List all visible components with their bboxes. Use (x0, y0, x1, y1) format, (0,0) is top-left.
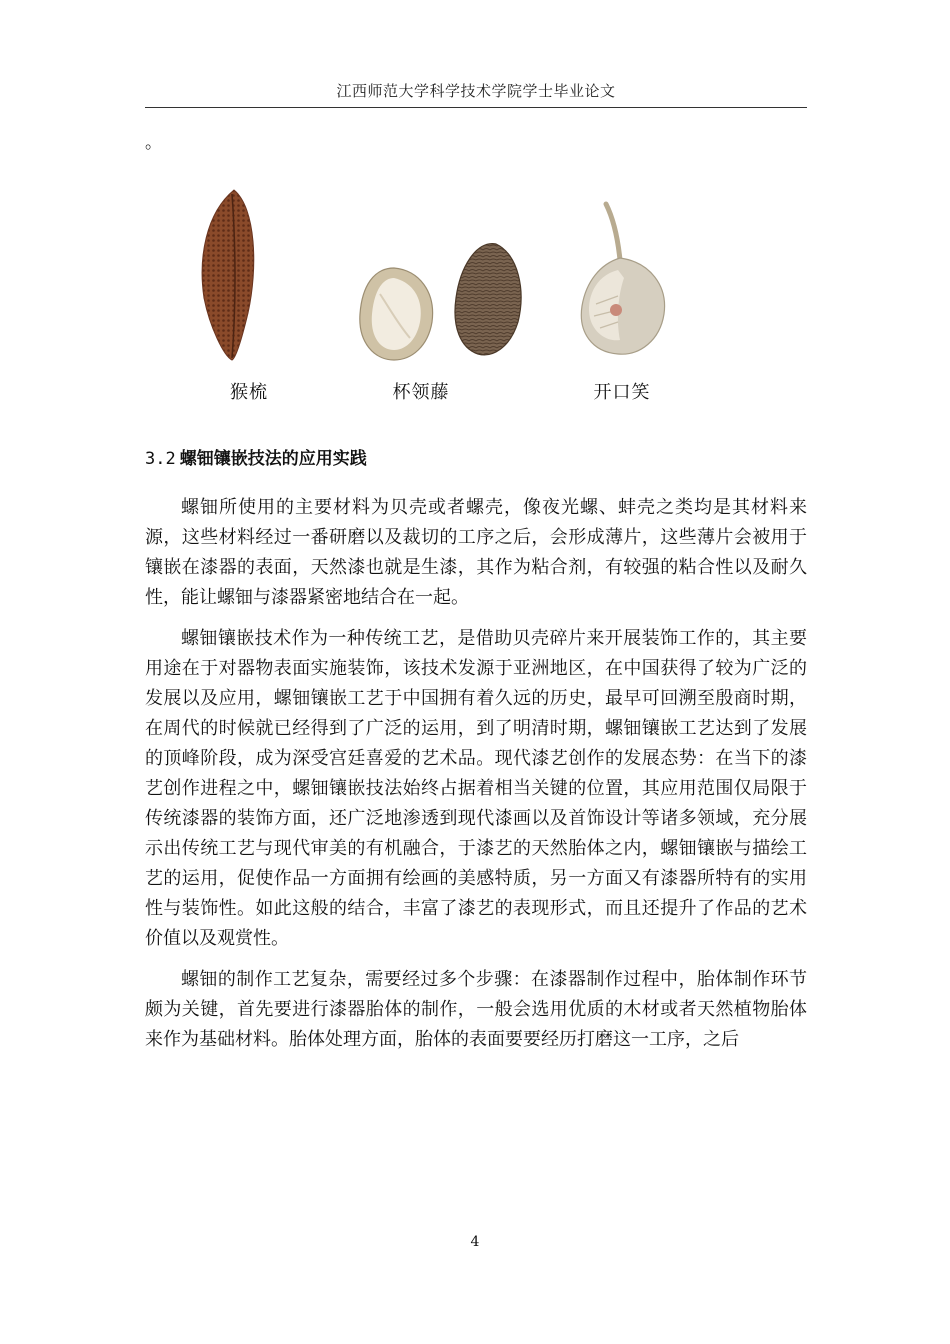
running-header: 江西师范大学科学技术学院学士毕业论文 (336, 82, 616, 100)
header-divider (145, 107, 807, 108)
section-number: 3.2 (145, 449, 176, 469)
paragraph: 螺钿所使用的主要材料为贝壳或者螺壳，像夜光螺、蚌壳之类均是其材料来源，这些材料经过一番研磨以及裁切的工序之后，会形成薄片，这些薄片会被用于镶嵌在漆器的表面，天然漆也就是生漆，其作为粘合剂，有较强的粘合性以及耐久性，能让螺钿与漆器紧密地结合在一起。 (145, 497, 807, 608)
beilingteng-shell-rough-photo (448, 240, 528, 360)
seed-figure (0, 180, 950, 420)
beilingteng-shell-open-photo (354, 264, 439, 364)
paragraph: 螺钿的制作工艺复杂，需要经过多个步骤：在漆器制作过程中，胎体制作环节颇为关键，首先要进行漆器胎体的制作，一般会选用优质的木材或者天然植物胎体来作为基础材料。胎体处理方面，胎体的表面要要经历打磨这一工序，之后 (145, 969, 807, 1050)
body-text (145, 493, 807, 1066)
kaikouxiao-seedpod-photo (574, 200, 674, 360)
paragraph: 螺钿镶嵌技术作为一种传统工艺，是借助贝壳碎片来开展装饰工作的，其主要用途在于对器物表面实施装饰，该技术发源于亚洲地区，在中国获得了较为广泛的发展以及应用，螺钿镶嵌工艺于中国拥有着久远的历史，最早可回溯至殷商时期，在周代的时候就已经得到了广泛的运用，到了明清时期，螺钿镶嵌工艺达到了发展的顶峰阶段，成为深受宫廷喜爱的艺术品。现代漆艺创作的发展态势：在当下的漆艺创作进程之中，螺钿镶嵌技法始终占据着相当关键的位置，其应用范围仅局限于传统漆器的装饰方面，还广泛地渗透到现代漆画以及首饰设计等诸多领域，充分展示出传统工艺与现代审美的有机融合，于漆艺的天然胎体之内，螺钿镶嵌与描绘工艺的运用，促使作品一方面拥有绘画的美感特质，另一方面又有漆器所特有的实用性与装饰性。如此这般的结合，丰富了漆艺的表现形式，而且还提升了作品的艺术价值以及观赏性。 (145, 628, 807, 949)
section-title: 螺钿镶嵌技法的应用实践 (179, 449, 367, 469)
figure-caption-beilingteng: 杯领藤 (392, 382, 450, 403)
page-number: 4 (470, 1234, 480, 1250)
section-heading (145, 444, 367, 469)
figure-caption-houshu: 猴梳 (230, 382, 268, 403)
figure-caption-kaikouxiao: 开口笑 (593, 382, 651, 403)
stray-punctuation: 。 (145, 133, 162, 153)
houshu-seedpod-photo (196, 188, 266, 363)
